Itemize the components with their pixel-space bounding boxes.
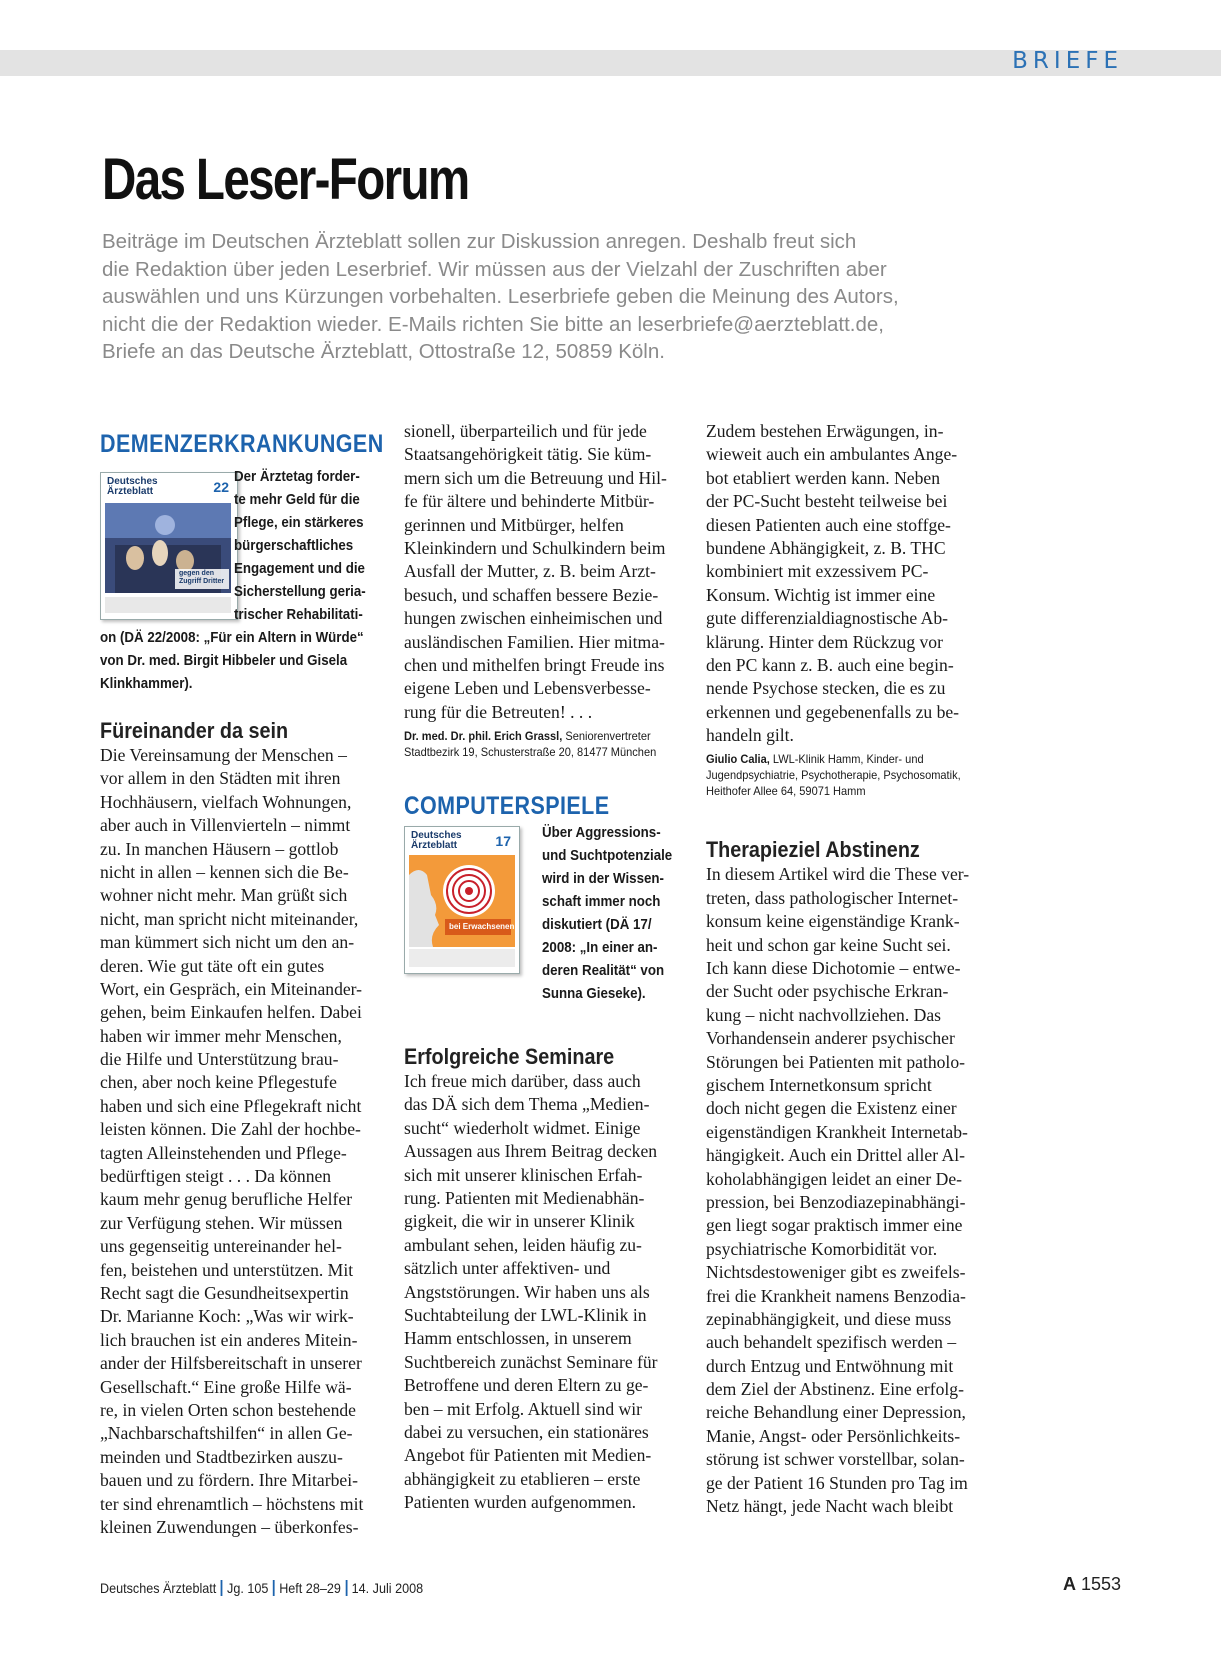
text-line: erkennen und gegebenenfalls zu be- xyxy=(706,701,960,722)
page-number xyxy=(1063,1574,1121,1595)
page-number-value: 1553 xyxy=(1080,1574,1121,1594)
footer-volume: Jg. 105 xyxy=(227,1580,269,1596)
cover-masthead: Deutsches Ärzteblatt xyxy=(411,830,462,852)
text-line: nende Psychose stecken, die es zu xyxy=(706,678,946,699)
cover-headline: gegen den Zugriff Dritter xyxy=(179,570,225,585)
text-line: Hamm entschlossen, in unserem xyxy=(404,1328,632,1349)
text-line: gigkeit, die wir in unserer Klinik xyxy=(404,1211,635,1232)
summary-line: Über Aggressions- xyxy=(542,825,661,842)
text-line: Zudem bestehen Erwägungen, in- xyxy=(706,421,944,441)
text-line: dabei zu versuchen, ein stationäres xyxy=(404,1421,649,1442)
signature-dept: Jugendpsychiatrie, Psychotherapie, Psychosomatik, xyxy=(706,768,961,783)
text-line: Konsum. Wichtig ist immer eine xyxy=(706,584,936,605)
text-line: fen, beistehen und unterstützen. Mit xyxy=(100,1259,354,1280)
article-body-abstinenz xyxy=(706,863,996,1518)
text-line: man kümmert sich nicht um den an- xyxy=(100,932,355,953)
text-line: Gesellschaft.“ Eine große Hilfe wä- xyxy=(100,1376,352,1397)
article-body-seminare-continued xyxy=(706,420,996,747)
text-line: kaum mehr genug berufliche Helfer xyxy=(100,1189,353,1210)
text-line: nicht in allen – kennen sich die Be- xyxy=(100,861,349,882)
text-line: bedürftigen steigt . . . Da können xyxy=(100,1166,332,1187)
text-line: das DÄ sich dem Thema „Medien- xyxy=(404,1094,650,1115)
text-line: Netz hängt, jede Nacht wach bleibt xyxy=(706,1496,954,1517)
summary-line: Sunna Gieseke). xyxy=(542,986,646,1003)
text-line: sucht“ wiederholt widmet. Einige xyxy=(404,1117,641,1138)
text-line: psychiatrische Komorbidität vor. xyxy=(706,1238,938,1259)
summary-line: deren Realität“ von xyxy=(542,963,665,980)
text-line: ter sind ehrenamtlich – höchstens mit xyxy=(100,1493,364,1514)
intro-line: Briefe an das Deutsche Ärzteblatt, Ottostraße 12, 50859 Köln. xyxy=(102,340,665,363)
cover-bottom-strip xyxy=(409,949,515,967)
article-body-fuereinander xyxy=(100,744,386,1539)
intro-line: die Redaktion über jeden Leserbrief. Wir müssen aus der Vielzahl der Zuschriften aber xyxy=(102,257,887,281)
intro-line: nicht die der Redaktion wieder. E-Mails richten Sie bitte an leserbriefe@aerzteblatt.de, xyxy=(102,312,884,336)
summary-line: Sicherstellung geria- xyxy=(234,584,366,600)
magazine-cover-22 xyxy=(100,472,238,620)
summary-line: 2008: „In einer an- xyxy=(542,940,658,957)
text-line: In diesem Artikel wird die These ver- xyxy=(706,864,970,885)
text-line: kleinen Zuwendungen – überkonfes- xyxy=(100,1516,359,1537)
text-line: diesen Patienten auch eine stoffge- xyxy=(706,514,951,535)
intro-line: auswählen und uns Kürzungen vorbehalten. Leserbriefe geben die Meinung des Autors, xyxy=(102,285,899,308)
intro-line: Beiträge im Deutschen Ärzteblatt sollen zur Diskussion anregen. Deshalb freut sich xyxy=(102,230,857,253)
text-line: eigene Leben und Lebensverbesse- xyxy=(404,678,651,699)
summary-line: wird in der Wissen- xyxy=(542,871,664,888)
text-line: zur Verfügung stehen. Wir müssen xyxy=(100,1212,343,1233)
summary-line: bürgerschaftliches xyxy=(234,538,354,554)
text-line: rung für die Betreuten! . . . xyxy=(404,701,593,722)
summary-line: und Suchtpotenziale xyxy=(542,848,673,865)
column-3 xyxy=(706,421,996,1518)
text-line: kung – nicht nachvollziehen. Das xyxy=(706,1004,942,1025)
text-line: gen liegt sogar praktisch immer eine xyxy=(706,1215,963,1236)
summary-line: Pflege, ein stärkeres xyxy=(234,515,364,531)
cover-bottom-strip xyxy=(105,597,231,613)
text-line: fe für ältere und behinderte Mitbür- xyxy=(404,491,655,512)
cover-masthead: Deutsches Ärzteblatt xyxy=(107,476,158,497)
summary-line: diskutiert (DÄ 17/ xyxy=(542,917,652,934)
text-line: haben und sich eine Pflegekraft nicht xyxy=(100,1095,362,1116)
text-line: bot etabliert werden kann. Neben xyxy=(706,467,941,488)
text-line: Ich freue mich darüber, dass auch xyxy=(404,1071,641,1092)
footer-citation xyxy=(100,1580,423,1596)
text-line: nicht, man spricht nicht miteinander, xyxy=(100,908,359,929)
text-line: uns gegenseitig untereinander hel- xyxy=(100,1236,342,1257)
text-line: bauen und zu fördern. Ihre Mitarbei- xyxy=(100,1470,358,1491)
article-body-continued xyxy=(404,420,690,724)
cover-headline: bei Erwachsenen xyxy=(449,922,515,932)
column-2 xyxy=(404,421,690,1515)
text-line: wohner nicht mehr. Man grüßt sich xyxy=(100,885,348,906)
summary-line: schaft immer noch xyxy=(542,894,661,911)
text-line: Manie, Angst- oder Persönlichkeits- xyxy=(706,1425,961,1446)
summary-line: te mehr Geld für die xyxy=(234,492,360,508)
signature-address: Heithofer Allee 64, 59071 Hamm xyxy=(706,784,866,799)
text-line: chen, aber noch keine Pflegestufe xyxy=(100,1072,337,1093)
text-line: re, in vielen Orten schon bestehende xyxy=(100,1399,356,1420)
text-line: Recht sagt die Gesundheitsexpertin xyxy=(100,1282,349,1303)
text-line: durch Entzug und Entwöhnung mit xyxy=(706,1355,954,1376)
text-line: Staatsangehörigkeit tätig. Sie küm- xyxy=(404,444,652,465)
text-line: die Hilfe und Unterstützung brau- xyxy=(100,1049,339,1070)
text-line: meinden und Stadtbezirken auszu- xyxy=(100,1446,343,1467)
footer-separator xyxy=(345,1580,347,1596)
text-line: bundene Abhängigkeit, z. B. THC xyxy=(706,537,946,558)
text-line: Betroffene und deren Eltern zu ge- xyxy=(404,1375,649,1396)
article-body-seminare xyxy=(404,1070,690,1514)
intro-paragraph xyxy=(102,228,1002,366)
footer-issue: Heft 28–29 xyxy=(279,1580,341,1596)
text-line: eigenständigen Krankheit Internetab- xyxy=(706,1121,968,1142)
text-line: zu. In manchen Häusern – gottlob xyxy=(100,838,339,859)
category-heading-demenz: DEMENZERKRANKUNGEN xyxy=(100,430,384,458)
text-line: reiche Behandlung einer Depression, xyxy=(706,1402,966,1423)
text-line: Suchtbereich zunächst Seminare für xyxy=(404,1351,658,1372)
footer-separator xyxy=(221,1580,223,1596)
footer-separator xyxy=(273,1580,275,1596)
summary-line: trischer Rehabilitati- xyxy=(234,607,363,623)
page-prefix: A xyxy=(1062,1574,1076,1594)
text-line: Aussagen aus Ihrem Beitrag decken xyxy=(404,1141,658,1162)
text-line: besuch, und schaffen bessere Bezie- xyxy=(404,584,659,605)
article-summary-computerspiele xyxy=(542,822,690,1006)
text-line: haben wir immer mehr Menschen, xyxy=(100,1025,342,1046)
magazine-cover-17 xyxy=(404,826,520,974)
text-line: pression, bei Benzodiazepinabhängi- xyxy=(706,1191,966,1212)
text-line: Vorhandensein anderer psychischer xyxy=(706,1028,955,1049)
summary-line: Engagement und die xyxy=(234,561,365,577)
signature-calia xyxy=(706,751,996,799)
article-heading-seminare: Erfolgreiche Seminare xyxy=(404,1044,615,1070)
text-line: Die Vereinsamung der Menschen – xyxy=(100,745,347,765)
text-line: mern sich um die Betreuung und Hil- xyxy=(404,467,667,488)
text-line: Angststörungen. Wir haben uns als xyxy=(404,1281,650,1302)
text-line: Dr. Marianne Koch: „Was wir wirk- xyxy=(100,1306,354,1327)
text-line: dem Ziel der Abstinenz. Eine erfolg- xyxy=(706,1379,964,1400)
text-line: gischem Internetkonsum spricht xyxy=(706,1074,932,1095)
text-line: vor allem in den Städten mit ihren xyxy=(100,768,341,789)
text-line: sich mit unserer klinischen Erfah- xyxy=(404,1164,643,1185)
text-line: ausländischen Familien. Hier mitma- xyxy=(404,631,665,652)
text-line: gute differenzialdiagnostische Ab- xyxy=(706,608,948,629)
signature-line: LWL-Klinik Hamm, Kinder- und xyxy=(769,752,924,767)
text-line: konsum keine eigenständige Krank- xyxy=(706,911,960,932)
text-line: Wort, ein Gespräch, ein Miteinander- xyxy=(100,978,363,999)
text-line: Angebot für Patienten mit Medien- xyxy=(404,1445,652,1466)
text-line: frei die Krankheit namens Benzodia- xyxy=(706,1285,966,1306)
text-line: doch nicht gegen die Existenz einer xyxy=(706,1098,957,1119)
text-line: rung. Patienten mit Medienabhän- xyxy=(404,1188,645,1209)
signature-name: Dr. med. Dr. phil. Erich Grassl, xyxy=(404,729,563,744)
text-line: hungen zwischen einheimischen und xyxy=(404,608,663,629)
text-line: sätzlich unter affektiven- und xyxy=(404,1258,611,1279)
text-line: den PC kann z. B. auch eine begin- xyxy=(706,654,954,675)
text-line: wieweit auch ein ambulantes Ange- xyxy=(706,444,958,465)
text-line: „Nachbarschaftshilfen“ in allen Ge- xyxy=(100,1423,353,1444)
text-line: Patienten wurden aufgenommen. xyxy=(404,1492,637,1513)
text-line: ander der Hilfsbereitschaft in unserer xyxy=(100,1353,362,1374)
cover-issue-number: 22 xyxy=(213,479,229,495)
text-line: der Sucht oder psychische Erkran- xyxy=(706,981,949,1002)
text-line: aber auch in Villenvierteln – nimmt xyxy=(100,815,351,836)
text-line: abhängigkeit zu etablieren – erste xyxy=(404,1468,641,1489)
signature-grassl xyxy=(404,728,690,760)
signature-line: Seniorenvertreter xyxy=(562,729,651,744)
text-line: lich brauchen ist ein anderes Mitein- xyxy=(100,1329,358,1350)
text-line: gerinnen und Mitbürger, helfen xyxy=(404,514,624,535)
text-line: treten, dass pathologischer Internet- xyxy=(706,887,959,908)
text-line: Suchtabteilung der LWL-Klinik in xyxy=(404,1304,647,1325)
text-line: Ich kann diese Dichotomie – entwe- xyxy=(706,958,961,979)
text-line: chen und mithelfen bringt Freude ins xyxy=(404,654,665,675)
cover-issue-number: 17 xyxy=(495,833,511,850)
section-tag: BRIEFE xyxy=(1012,48,1123,74)
footer-date: 14. Juli 2008 xyxy=(351,1580,424,1596)
text-line: tagten Alleinstehenden und Pflege- xyxy=(100,1142,347,1163)
text-line: handeln gilt. xyxy=(706,725,794,746)
text-line: gehen, beim Einkaufen helfen. Dabei xyxy=(100,1002,362,1023)
text-line: störung ist schwer vorstellbar, solan- xyxy=(706,1449,965,1470)
text-line: heit und schon gar keine Sucht sei. xyxy=(706,934,951,955)
signature-name: Giulio Calia, xyxy=(706,752,770,767)
text-line: auch behandelt spezifisch werden – xyxy=(706,1332,957,1353)
signature-address: Stadtbezirk 19, Schusterstraße 20, 81477 München xyxy=(404,745,657,760)
text-line: leisten können. Die Zahl der hochbe- xyxy=(100,1119,361,1140)
text-line: der PC-Sucht besteht teilweise bei xyxy=(706,491,948,512)
article-heading-fuereinander: Füreinander da sein xyxy=(100,718,289,743)
text-line: deren. Wie gut täte oft ein gutes xyxy=(100,955,325,976)
summary-line: Klinkhammer). xyxy=(100,676,193,692)
text-line: Kleinkindern und Schulkindern beim xyxy=(404,537,666,558)
text-line: ben – mit Erfolg. Aktuell sind wir xyxy=(404,1398,642,1419)
text-line: ge der Patient 16 Stunden pro Tag im xyxy=(706,1472,968,1493)
text-line: Ausfall der Mutter, z. B. beim Arzt- xyxy=(404,561,656,582)
summary-line: on (DÄ 22/2008: „Für ein Altern in Würde“ xyxy=(100,630,364,646)
text-line: Nichtsdestoweniger gibt es zweifels- xyxy=(706,1262,966,1283)
text-line: Störungen bei Patienten mit patholo- xyxy=(706,1051,965,1072)
text-line: Hochhäusern, vielfach Wohnungen, xyxy=(100,791,352,812)
text-line: kombiniert mit exzessivem PC- xyxy=(706,561,929,582)
page-title: Das Leser-Forum xyxy=(102,147,469,212)
text-line: koholabhängigen leidet an einer De- xyxy=(706,1168,962,1189)
text-line: sionell, überparteilich und für jede xyxy=(404,421,647,441)
article-heading-abstinenz: Therapieziel Abstinenz xyxy=(706,837,920,863)
text-line: hängigkeit. Auch ein Drittel aller Al- xyxy=(706,1145,965,1166)
column-1 xyxy=(100,430,386,1539)
footer-journal: Deutsches Ärzteblatt xyxy=(100,1580,217,1596)
category-heading-computerspiele: COMPUTERSPIELE xyxy=(404,792,610,821)
summary-line: Der Ärztetag forder- xyxy=(234,469,360,485)
text-line: ambulant sehen, leiden häufig zu- xyxy=(404,1234,642,1255)
text-line: klärung. Hinter dem Rückzug vor xyxy=(706,631,943,652)
summary-line: von Dr. med. Birgit Hibbeler und Gisela xyxy=(100,653,348,669)
cover-illustration xyxy=(409,855,515,947)
text-line: zepinabhängigkeit, und diese muss xyxy=(706,1308,952,1329)
